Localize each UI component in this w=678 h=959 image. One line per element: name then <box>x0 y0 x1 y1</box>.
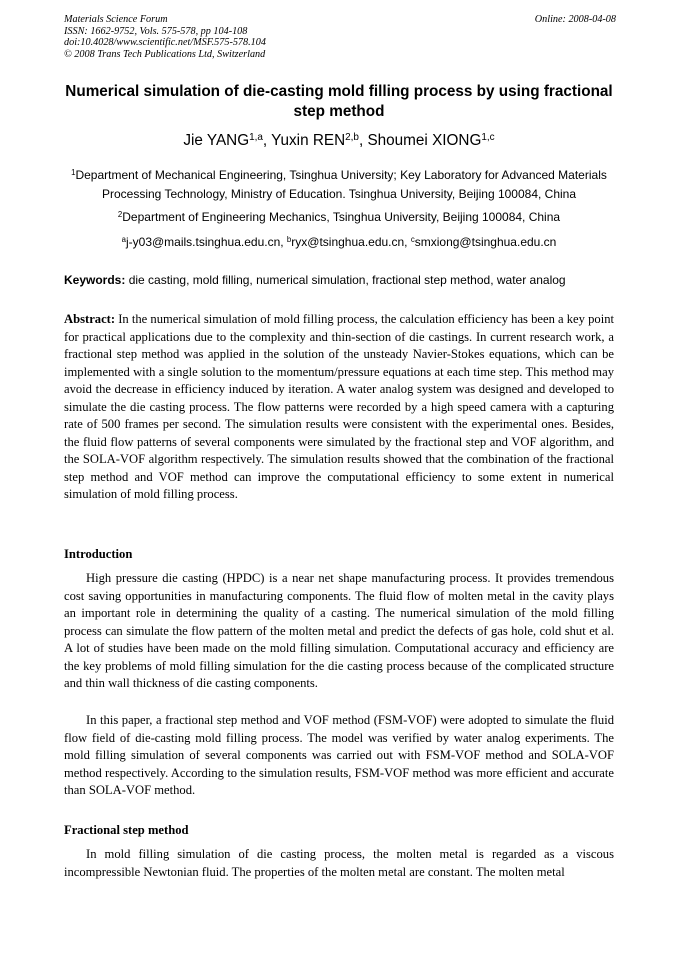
affiliation-text: Department of Engineering Mechanics, Tsinghua University, Beijing 100084, China <box>122 210 561 224</box>
author-sup: 1,a <box>249 132 263 144</box>
doi-line[interactable]: doi:10.4028/www.scientific.net/MSF.575-578.104 <box>64 37 266 48</box>
affiliation-1 <box>40 166 638 204</box>
email-sup: a <box>121 235 126 245</box>
online-date: Online: 2008-04-08 <box>534 14 616 25</box>
email-sup: b <box>286 235 292 245</box>
author-sup: 2,b <box>345 132 359 144</box>
keywords-label: Keywords: <box>64 273 126 287</box>
author-name: Jie YANG <box>183 132 250 149</box>
email-b[interactable]: ryx@tsinghua.edu.cn, <box>291 235 411 249</box>
paper-title: Numerical simulation of die-casting mold filling process by using fractional step method <box>65 83 613 120</box>
section-heading-fractional-step: Fractional step method <box>64 823 189 837</box>
section-heading-introduction: Introduction <box>64 547 133 561</box>
email-c[interactable]: smxiong@tsinghua.edu.cn <box>414 235 557 249</box>
affiliation-text: Department of Mechanical Engineering, Tsinghua University; Key Laboratory for Advanced Materials Processing Technology, Ministry of Education. Tsinghua University, Beijing 100084, China <box>75 168 607 201</box>
keywords-text: die casting, mold filling, numerical simulation, fractional step method, water analog <box>125 273 566 287</box>
intro-paragraph-2: In this paper, a fractional step method and VOF method (FSM-VOF) were adopted to simulate the fluid flow field of die-casting mold filling process. The model was verified by water analog experiments. The mold filling simulation of several components was carried out with FSM-VOF method and SOLA-VOF method respectively. According to the simulation results, FSM-VOF method was more efficient and accurate than SOLA-VOF method. <box>64 713 614 797</box>
fractional-paragraph-1: In mold filling simulation of die casting process, the molten metal is regarded as a viscous incompressible Newtonian fluid. The properties of the molten metal are constant. The molten metal <box>64 847 614 879</box>
author-sup: 1,c <box>481 132 495 144</box>
intro-paragraph-1: High pressure die casting (HPDC) is a near net shape manufacturing process. It provides tremendous cost saving opportunities in manufacturing components. The fluid flow of molten metal in the cavity plays an important role in determining the quality of a casting. The numerical simulation of the mold filling process can simulate the flow pattern of the molten metal and predict the defects of gas hole, cold shut et al. A lot of studies have been made on the mold filling simulation. Computational accuracy and efficiency are the key problems of mold filling simulation for the die casting process because of the complicated structure and thin wall thickness of die casting components. <box>64 571 614 690</box>
email-a[interactable]: j-y03@mails.tsinghua.edu.cn, <box>125 235 287 249</box>
affiliation-sup: 2 <box>117 210 123 220</box>
journal-header <box>64 14 616 60</box>
author-name: Yuxin REN <box>271 132 346 149</box>
issn-line: ISSN: 1662-9752, Vols. 575-578, pp 104-108 <box>64 25 248 37</box>
keywords <box>64 272 616 288</box>
abstract-text: In the numerical simulation of mold filling process, the calculation efficiency has been a key point for practical applications due to the complexity and thin-section of die castings. In current research work, a fractional step method was applied in the solution of the unsteady Navier-Stokes equations, which can be implemented with a single solution to the momentum/pressure equations at each time step. This method may avoid the decrease in efficiency induced by iteration. A water analog system was designed and developed to simulate the die casting process. The flow patterns were recorded by a high speed camera with a capturing rate of 500 frames per second. The simulation results were consistent with the experimental ones. Besides, the fluid flow patterns of several components were simulated by the fractional step and VOF algorithm, and the SOLA-VOF algorithm respectively. The simulation results showed that the combination of the fractional step method and VOF method can improve the computational efficiency to some extent in numerical simulation of mold filling process. <box>64 312 614 501</box>
email-sup: c <box>410 235 415 245</box>
author-list: Jie YANG$^{1,a}$, Yuxin REN$^{2,b}$, Shoumei XIONG$^{1,c}$ <box>183 132 495 149</box>
author-name: Shoumei XIONG <box>367 132 482 149</box>
affiliation-2 <box>40 208 638 227</box>
journal-name: Materials Science Forum <box>64 14 168 25</box>
affiliation-sup: 1 <box>71 168 76 178</box>
abstract <box>64 311 614 504</box>
copyright-line: © 2008 Trans Tech Publications Ltd, Switzerland <box>64 48 266 60</box>
email-line <box>40 233 638 252</box>
abstract-label: Abstract: <box>64 312 116 326</box>
